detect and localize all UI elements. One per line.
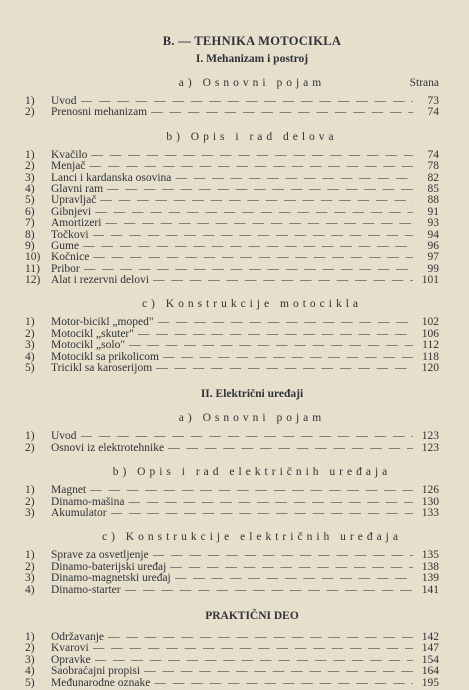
page-column-label: Strana [409, 77, 439, 89]
section-heading-label: c) Konstrukcije električnih uređaja [102, 531, 402, 544]
dash-leader [175, 573, 413, 584]
entry-title: Kočnice [51, 251, 90, 264]
entry-title: Akumulator [51, 506, 107, 519]
entry-page-number: 102 [421, 316, 439, 329]
toc-entry [25, 678, 439, 689]
entry-page-number: 141 [421, 583, 439, 596]
dash-leader [138, 329, 413, 340]
toc-entry [25, 573, 439, 584]
entry-page-number: 118 [422, 350, 439, 363]
dash-leader [95, 207, 413, 218]
dash-leader [158, 317, 413, 328]
entry-title: Uvod [51, 95, 77, 107]
section-heading [25, 466, 439, 478]
entry-title: Motocikl „skuter" [51, 327, 134, 340]
entry-title: Prenosni mehanizam [51, 106, 148, 119]
entry-page-number: 164 [421, 665, 439, 678]
entry-title: Održavanje [51, 630, 104, 643]
section-heading [25, 298, 439, 310]
entry-title: Menjač [51, 160, 86, 173]
entry-title: Tricikl sa karoserijom [51, 362, 153, 375]
entry-number: 3) [25, 653, 35, 666]
section-heading-label: a) Osnovni pojam [178, 412, 326, 425]
dash-leader [153, 275, 413, 286]
entry-number: 5) [25, 362, 35, 375]
entry-title: Lanci i kardanska osovina [51, 171, 172, 184]
section-heading-label: b) Opis i rad električnih uređaja [112, 466, 392, 479]
dash-leader [128, 497, 413, 508]
entry-title: Dinamo-starter [51, 583, 121, 596]
entry-page-number: 142 [421, 630, 439, 643]
dash-leader [151, 107, 413, 118]
entry-page-number: 139 [421, 572, 439, 585]
entry-title: Motor-bicikl „moped" [51, 316, 154, 329]
entry-number: 1) [25, 549, 35, 562]
dash-leader [111, 508, 413, 519]
entry-page-number: 82 [427, 171, 439, 184]
dash-leader [156, 363, 413, 374]
entry-page-number: 78 [427, 160, 439, 173]
entry-title: Međunarodne oznake [51, 676, 151, 689]
entry-number: 4) [25, 583, 35, 596]
toc-list [25, 632, 439, 689]
entry-title: Alat i rezervni delovi [51, 274, 150, 287]
dash-leader [125, 585, 413, 596]
main-title: B. — TEHNIKA MOTOCIKLA [162, 34, 342, 48]
dash-leader [91, 150, 413, 161]
entry-page-number: 85 [427, 182, 439, 195]
toc-entry [25, 585, 439, 596]
entry-number: 3) [25, 572, 35, 585]
toc-entry [25, 161, 439, 172]
toc-list [25, 150, 439, 287]
entry-page-number: 97 [427, 251, 439, 264]
section-heading [25, 77, 439, 89]
toc-entry [25, 443, 439, 454]
entry-title: Motocikl sa prikolicom [51, 350, 159, 363]
entry-number: 4) [25, 665, 35, 678]
toc-list [25, 550, 439, 596]
toc-entry [25, 107, 439, 118]
entry-page-number: 73 [427, 95, 439, 107]
entry-page-number: 120 [421, 362, 439, 375]
toc-entry [25, 275, 439, 286]
entry-page-number: 195 [421, 676, 439, 689]
entry-page-number: 130 [421, 495, 439, 508]
section-heading [25, 131, 439, 143]
entry-number: 10) [25, 251, 41, 264]
entry-number: 1) [25, 95, 35, 107]
entry-page-number: 135 [421, 549, 439, 562]
entry-title: Kvačilo [51, 148, 88, 161]
toc-list [25, 317, 439, 374]
entry-title: Dinamo-magnetski uređaj [51, 572, 171, 585]
toc-list [25, 96, 439, 119]
dash-leader [153, 550, 413, 561]
entry-title: Upravljač [51, 194, 97, 207]
entry-title: Točkovi [51, 228, 89, 241]
entry-number: 5) [25, 194, 35, 207]
dash-leader [89, 161, 413, 172]
toc-list [25, 485, 439, 519]
part-title: PRAKTIČNI DEO [205, 609, 299, 622]
entry-page-number: 94 [427, 228, 439, 241]
entry-number: 1) [25, 484, 35, 497]
entry-number: 3) [25, 171, 35, 184]
entry-title: Pribor [51, 262, 80, 275]
entry-number: 2) [25, 160, 35, 173]
entry-page-number: 101 [421, 274, 439, 287]
dash-leader [175, 173, 413, 184]
dash-leader [90, 485, 413, 496]
entry-title: Saobraćajni propisi [51, 665, 141, 678]
dash-leader [163, 352, 413, 363]
entry-page-number: 91 [427, 205, 439, 218]
entry-page-number: 133 [421, 506, 439, 519]
entry-title: Glavni ram [51, 182, 104, 195]
entry-number: 7) [25, 217, 35, 230]
toc-list [25, 431, 439, 454]
entry-title: Uvod [51, 430, 77, 443]
dash-leader [105, 218, 413, 229]
dash-leader [154, 678, 413, 689]
table-of-contents [25, 53, 439, 689]
toc-entry [25, 150, 439, 161]
dash-leader [107, 184, 413, 195]
entry-number: 6) [25, 205, 35, 218]
toc-entry [25, 340, 439, 351]
section-heading-label: c) Konstrukcije motocikla [141, 298, 363, 311]
section-heading [25, 531, 439, 543]
toc-entry [25, 666, 439, 677]
entry-number: 8) [25, 228, 35, 241]
entry-number: 12) [25, 274, 41, 287]
entry-number: 5) [25, 676, 35, 689]
section-heading-label: a) Osnovni pojam [178, 77, 326, 89]
entry-number: 1) [25, 148, 35, 161]
dash-leader [93, 643, 413, 654]
dash-leader [93, 230, 413, 241]
entry-page-number: 99 [427, 262, 439, 275]
entry-page-number: 93 [427, 217, 439, 230]
entry-title: Osnovi iz elektrotehnike [51, 441, 165, 454]
toc-entry [25, 230, 439, 241]
part-title: I. Mehanizam i postroj [195, 53, 309, 65]
entry-number: 1) [25, 316, 35, 329]
toc-entry [25, 485, 439, 496]
entry-page-number: 147 [421, 642, 439, 655]
entry-number: 1) [25, 430, 35, 443]
section-heading [25, 412, 439, 424]
toc-entry [25, 252, 439, 263]
entry-title: Sprave za osvetljenje [51, 549, 149, 562]
entry-number: 2) [25, 642, 35, 655]
entry-number: 4) [25, 350, 35, 363]
dash-leader [129, 340, 413, 351]
entry-number: 2) [25, 327, 35, 340]
entry-title: Gibnjevi [51, 205, 92, 218]
entry-number: 11) [25, 262, 40, 275]
entry-page-number: 123 [421, 430, 439, 443]
entry-number: 3) [25, 339, 35, 352]
entry-number: 3) [25, 506, 35, 519]
entry-page-number: 74 [427, 106, 439, 119]
entry-page-number: 154 [421, 653, 439, 666]
entry-title: Magnet [51, 484, 87, 497]
part-title: II. Električni uređaji [200, 388, 304, 401]
entry-title: Amortizeri [51, 217, 102, 230]
toc-entry [25, 508, 439, 519]
entry-number: 2) [25, 495, 35, 508]
entry-page-number: 138 [421, 560, 439, 573]
entry-number: 2) [25, 560, 35, 573]
entry-title: Dinamo-mašina [51, 495, 125, 508]
entry-number: 9) [25, 239, 35, 252]
entry-number: 2) [25, 106, 35, 119]
entry-title: Gume [51, 239, 80, 252]
dash-leader [144, 666, 413, 677]
entry-page-number: 74 [427, 148, 439, 161]
entry-page-number: 112 [422, 339, 439, 352]
dash-leader [100, 195, 413, 206]
dash-leader [93, 252, 413, 263]
dash-leader [170, 562, 413, 573]
entry-page-number: 123 [421, 441, 439, 454]
dash-leader [168, 443, 413, 454]
entry-number: 1) [25, 630, 35, 643]
toc-entry [25, 363, 439, 374]
entry-number: 2) [25, 441, 35, 454]
entry-title: Dinamo-baterijski uređaj [51, 560, 167, 573]
section-heading-label: b) Opis i rad delova [166, 130, 338, 143]
entry-title: Opravke [51, 653, 91, 666]
dash-leader [95, 655, 413, 666]
dash-leader [83, 241, 413, 252]
entry-page-number: 126 [421, 484, 439, 497]
entry-page-number: 96 [427, 239, 439, 252]
entry-page-number: 106 [421, 327, 439, 340]
entry-title: Kvarovi [51, 642, 89, 655]
entry-title: Motocikl „solo" [51, 339, 126, 352]
toc-entry [25, 643, 439, 654]
entry-page-number: 88 [427, 194, 439, 207]
toc-entry [25, 218, 439, 229]
entry-number: 4) [25, 182, 35, 195]
dash-leader [108, 632, 413, 643]
